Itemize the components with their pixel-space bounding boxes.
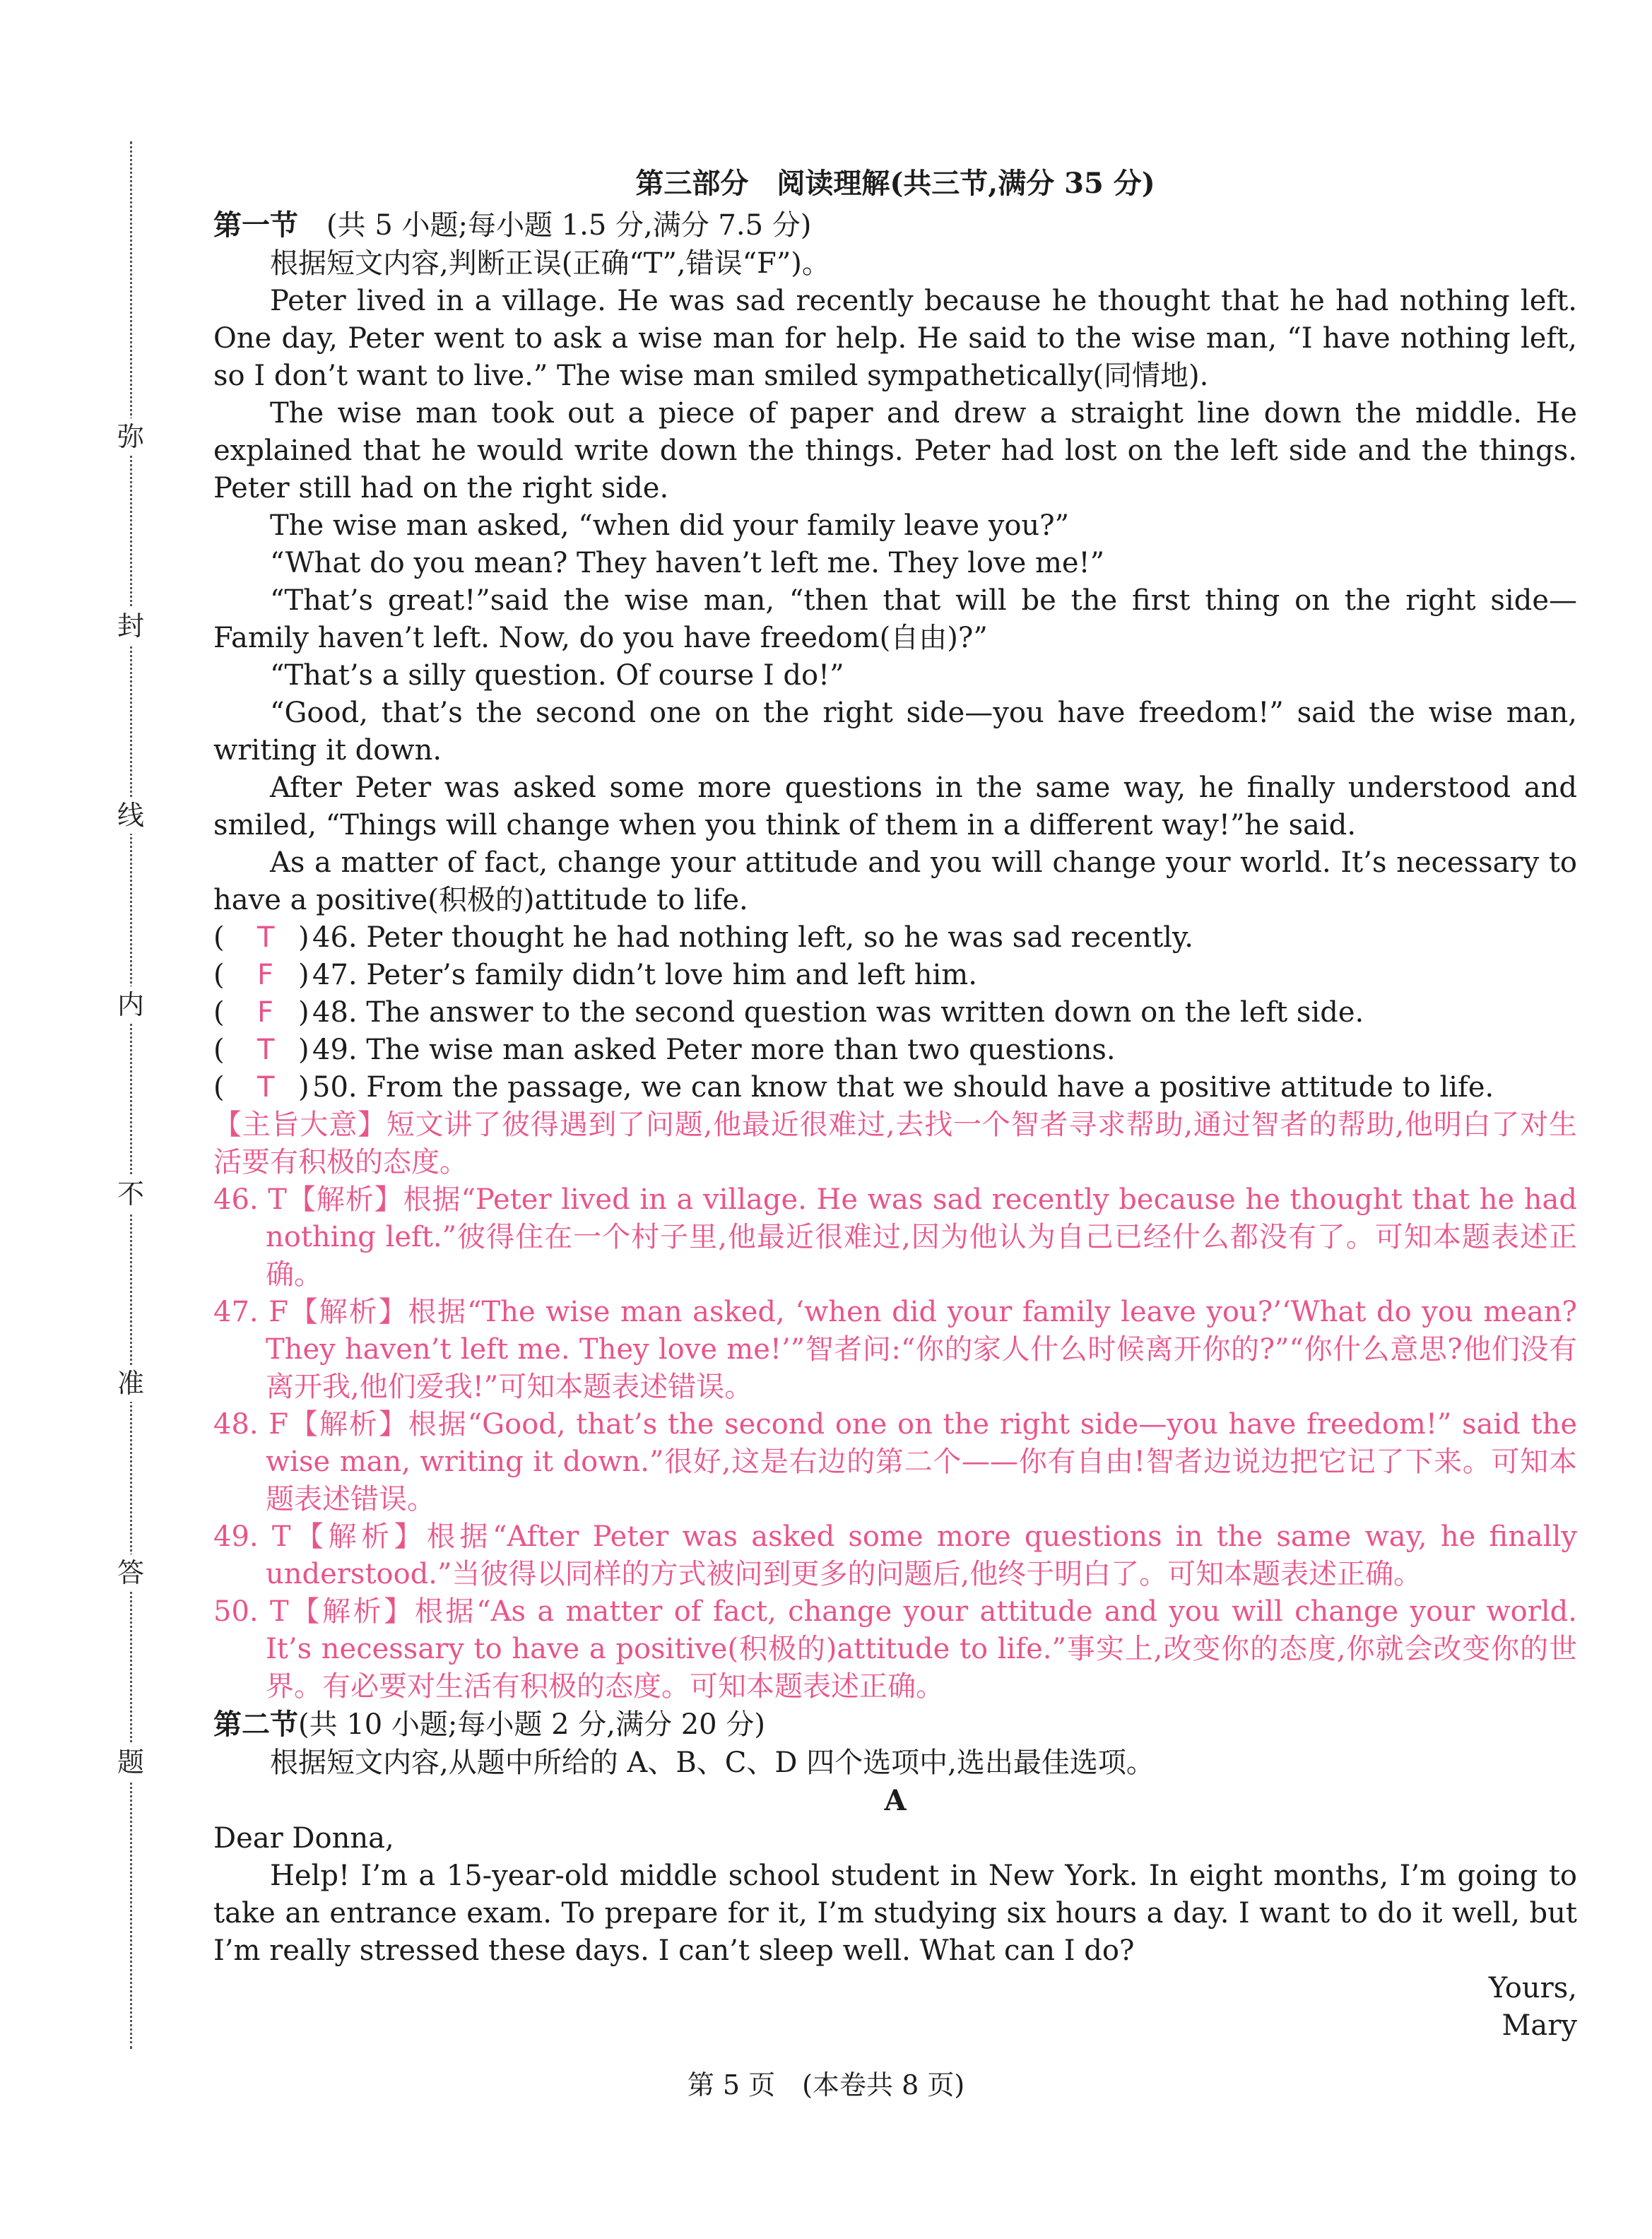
section2-instruction: 根据短文内容,从题中所给的 A、B、C、D 四个选项中,选出最佳选项。 <box>270 1747 1155 1779</box>
question-item <box>213 1069 1577 1106</box>
analysis-item: 47. F【解析】根据“The wise man asked, ‘when did your family leave you?’‘What do you mean? They haven’t left me. They love me!’”智者问:“你的家人什么时候离开你的?”“你什么意思?他们没有离开我,他们爱我!”可知本题表述错误。 <box>213 1296 1577 1403</box>
binding-char: 封 <box>115 608 146 644</box>
question-text: 47. Peter’s family didn’t love him and left him. <box>312 959 977 991</box>
section1-head: 第一节 <box>213 208 298 242</box>
question-answer: F <box>257 996 274 1029</box>
passage-paragraph: The wise man took out a piece of paper and drew a straight line down the middle. He explained that he would write down the things. Peter had lost on the left side and the things. Peter still had on the right side. <box>213 397 1577 504</box>
question-open-bracket: ( <box>213 921 225 954</box>
section2-spec: (共 10 小题;每小题 2 分,满分 20 分) <box>298 1708 765 1741</box>
passage-paragraph: “That’s great!”said the wise man, “then that will be the first thing on the right side—Family haven’t left. Now, do you have freedom(自由)?” <box>213 584 1577 654</box>
main-idea: 【主旨大意】短文讲了彼得遇到了问题,他最近很难过,去找一个智者寻求帮助,通过智者的帮助,他明白了对生活要有积极的态度。 <box>213 1109 1577 1178</box>
section2-title <box>213 1706 1577 1744</box>
question-item <box>213 957 1577 994</box>
analysis-item: 49. T【解析】根据“After Peter was asked some more questions in the same way, he finally understood.”当彼得以同样的方式被问到更多的问题后,他终于明白了。可知本题表述正确。 <box>213 1520 1577 1590</box>
section1-spec: (共 5 小题;每小题 1.5 分,满分 7.5 分) <box>298 209 812 242</box>
page-content <box>213 161 1577 2045</box>
binding-char: 线 <box>115 797 146 834</box>
binding-char: 准 <box>115 1365 146 1402</box>
question-open-bracket: ( <box>213 1071 225 1104</box>
passage-paragraph: After Peter was asked some more questions in the same way, he finally understood and smiled, “Things will change when you think of them in a different way!”he said. <box>213 772 1577 841</box>
passage-paragraph: Peter lived in a village. He was sad recently because he thought that he had nothing left. One day, Peter went to ask a wise man for help. He said to the wise man, “I have nothing left, so I don’t want to live.” The wise man smiled sympathetically(同情地). <box>213 285 1577 392</box>
question-answer: T <box>257 1071 275 1104</box>
page-footer: 第 5 页 (本卷共 8 页) <box>687 2069 965 2101</box>
question-item <box>213 994 1577 1032</box>
binding-char: 弥 <box>115 418 146 455</box>
passage-paragraph: “Good, that’s the second one on the right side—you have freedom!” said the wise man, writing it down. <box>213 697 1577 767</box>
question-answer: T <box>257 921 275 954</box>
section2-head: 第二节 <box>213 1708 298 1741</box>
question-open-bracket: ( <box>213 959 225 991</box>
question-close-bracket: ) <box>298 1034 309 1066</box>
binding-char: 内 <box>115 986 146 1023</box>
section1-title <box>213 206 1577 244</box>
question-close-bracket: ) <box>298 959 309 991</box>
question-answer: F <box>257 959 274 991</box>
analysis-item: 48. F【解析】根据“Good, that’s the second one on the right side—you have freedom!” said the wise man, writing it down.”很好,这是右边的第二个——你有自由!智者边说边把它记了下来。可知本题表述错误。 <box>213 1408 1577 1516</box>
analysis-item: 50. T【解析】根据“As a matter of fact, change your attitude and you will change your world. It’s necessary to have a positive(积极的)attitude to life.”事实上,改变你的态度,你就会改变你的世界。有必要对生活有积极的态度。可知本题表述正确。 <box>213 1595 1577 1703</box>
part-title: 第三部分 阅读理解(共三节,满分 35 分) <box>635 167 1155 200</box>
question-open-bracket: ( <box>213 996 225 1029</box>
letter-closing: Yours, <box>1488 1972 1577 2004</box>
passage-paragraph: “What do you mean? They haven’t left me. They love me!” <box>270 547 1105 579</box>
binding-char: 答 <box>115 1554 146 1591</box>
letter-signature: Mary <box>1501 2009 1577 2042</box>
analysis-item: 46. T【解析】根据“Peter lived in a village. He was sad recently because he thought that he had nothing left.”彼得住在一个村子里,他最近很难过,因为他认为自己已经什么都没有了。可知本题表述正确。 <box>213 1183 1577 1291</box>
letter-body: Help! I’m a 15-year-old middle school student in New York. In eight months, I’m going to take an entrance exam. To prepare for it, I’m studying six hours a day. I want to do it well, but I’m really stressed these days. I can’t sleep well. What can I do? <box>213 1860 1577 1967</box>
question-text: 48. The answer to the second question was written down on the left side. <box>312 996 1364 1029</box>
passage-letter: A <box>884 1784 907 1817</box>
question-text: 46. Peter thought he had nothing left, so he was sad recently. <box>312 921 1193 954</box>
question-answer: T <box>257 1034 275 1066</box>
question-close-bracket: ) <box>298 996 309 1029</box>
question-close-bracket: ) <box>298 921 309 954</box>
letter-greeting: Dear Donna, <box>213 1822 394 1855</box>
section1-instruction: 根据短文内容,判断正误(正确“T”,错误“F”)。 <box>270 247 830 280</box>
passage-paragraph: As a matter of fact, change your attitude and you will change your world. It’s necessary to have a positive(积极的)attitude to life. <box>213 846 1577 916</box>
passage-paragraph: “That’s a silly question. Of course I do!” <box>270 659 844 692</box>
binding-char: 不 <box>115 1176 146 1212</box>
question-item <box>213 1032 1577 1069</box>
question-item <box>213 919 1577 957</box>
question-close-bracket: ) <box>298 1071 309 1104</box>
question-text: 49. The wise man asked Peter more than two questions. <box>312 1034 1116 1066</box>
binding-char: 题 <box>115 1744 146 1780</box>
passage-paragraph: The wise man asked, “when did your family leave you?” <box>270 509 1070 542</box>
question-open-bracket: ( <box>213 1034 225 1066</box>
question-text: 50. From the passage, we can know that we should have a positive attitude to life. <box>312 1071 1494 1104</box>
